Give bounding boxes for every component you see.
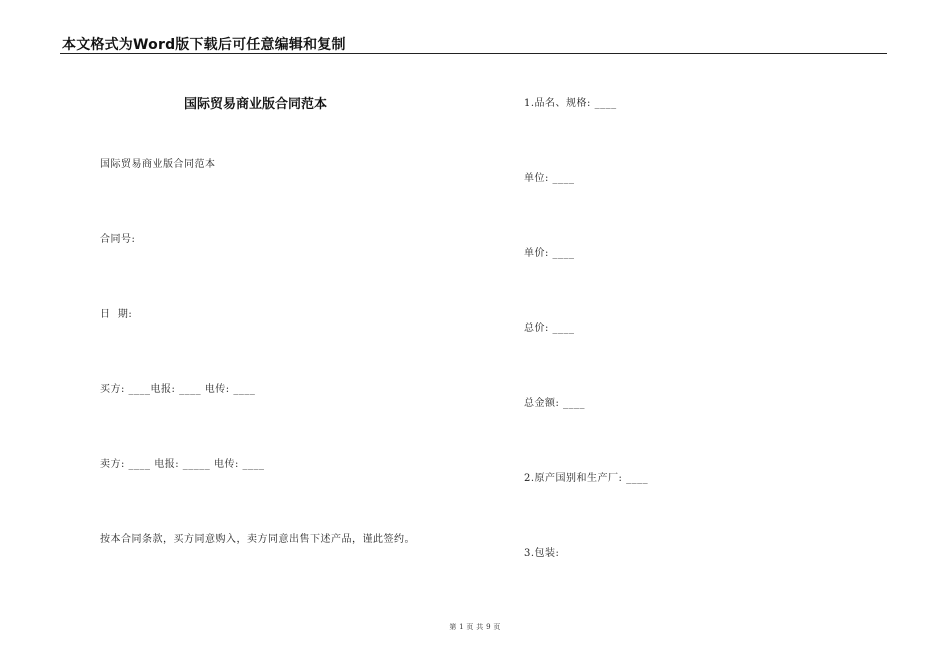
page-number: 第 1 页 共 9 页 — [449, 623, 501, 631]
page-header: 本文格式为Word版下载后可任意编辑和复制 — [62, 37, 346, 53]
left-line-buyer: 买方: ____电报: ____ 电传: ____ — [100, 384, 256, 395]
left-line-agreement: 按本合同条款，买方同意购入，卖方同意出售下述产品，谨此签约。 — [100, 534, 415, 545]
right-line-packing: 3.包装: — [524, 548, 560, 559]
header-divider — [60, 53, 887, 54]
right-line-total-price: 总价: ____ — [524, 323, 575, 334]
left-line-contract-no: 合同号: — [100, 234, 136, 245]
document-title: 国际贸易商业版合同范本 — [184, 97, 328, 112]
right-line-unit-price: 单价: ____ — [524, 248, 575, 259]
right-line-unit: 单位: ____ — [524, 173, 575, 184]
left-line-date: 日 期: — [100, 309, 133, 320]
left-line-subtitle: 国际贸易商业版合同范本 — [100, 159, 216, 170]
right-line-origin: 2.原产国别和生产厂: ____ — [524, 473, 649, 484]
right-line-total-amount: 总金额: ____ — [524, 398, 586, 409]
right-line-product-spec: 1.品名、规格: ____ — [524, 98, 617, 109]
left-line-seller: 卖方: ____ 电报: _____ 电传: ____ — [100, 459, 265, 470]
